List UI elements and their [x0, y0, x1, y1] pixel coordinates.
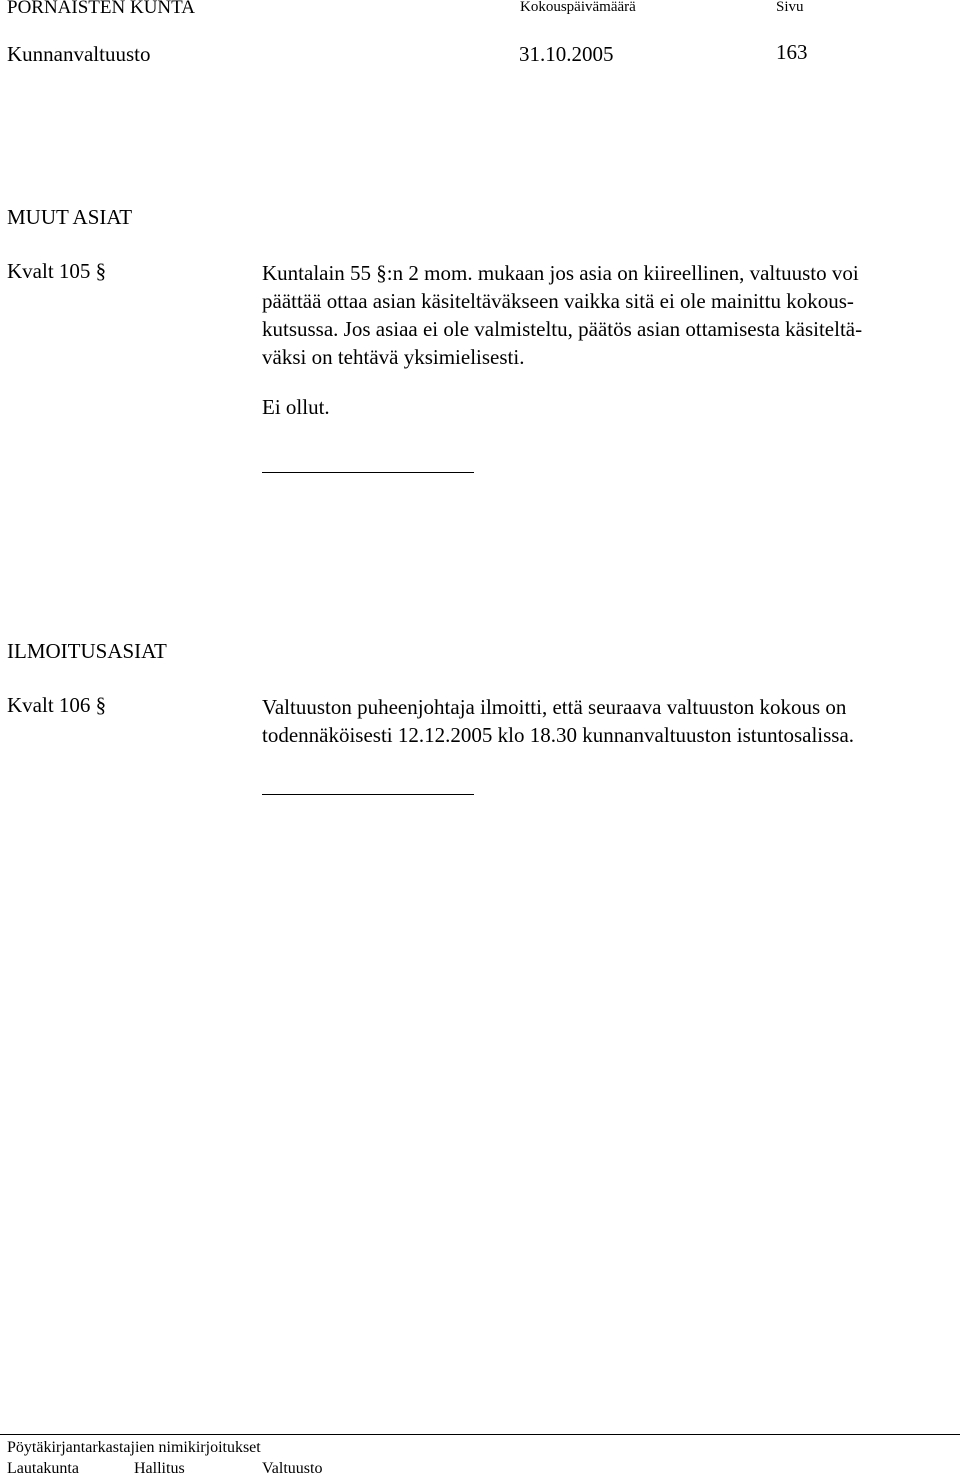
- section-divider: [262, 794, 474, 795]
- section-heading-muut-asiat: MUUT ASIAT: [7, 205, 133, 229]
- organization-name: PORNAISTEN KUNTA: [7, 0, 195, 18]
- item-105-decision: Ei ollut.: [262, 395, 330, 419]
- page-number: 163: [776, 40, 808, 64]
- item-105-text: Kuntalain 55 §:n 2 mom. mukaan jos asia on kiireellinen, valtuusto voi päättää ottaa asian käsiteltäväkseen vaikka sitä ei ole mainittu kokous- kutsussa. Jos asiaa ei ole valmisteltu, päätös asian ottamisesta käsiteltä- väksi on tehtävä yksimielisesti.: [262, 261, 863, 369]
- footer-divider: [0, 1434, 960, 1435]
- meeting-date-label: Kokouspäivämäärä: [520, 0, 636, 15]
- page-label: Sivu: [776, 0, 804, 15]
- footer-label-valtuusto: Valtuusto: [262, 1460, 323, 1477]
- item-number-105: Kvalt 105 §: [7, 259, 107, 283]
- item-106-text: Valtuuston puheenjohtaja ilmoitti, että seuraava valtuuston kokous on todennäköisesti 12.12.2005 klo 18.30 kunnanvaltuuston istuntosalissa.: [262, 695, 855, 747]
- footer-signatures-title: Pöytäkirjantarkastajien nimikirjoitukset: [7, 1439, 261, 1456]
- meeting-date: 31.10.2005: [519, 42, 614, 66]
- section-divider: [262, 472, 474, 473]
- council-name: Kunnanvaltuusto: [7, 42, 151, 66]
- section-heading-ilmoitusasiat: ILMOITUSASIAT: [7, 639, 167, 663]
- footer-label-lautakunta: Lautakunta: [7, 1460, 79, 1477]
- footer-signature-labels: [7, 1460, 322, 1478]
- footer-label-hallitus: Hallitus: [134, 1460, 185, 1477]
- item-number-106: Kvalt 106 §: [7, 693, 107, 717]
